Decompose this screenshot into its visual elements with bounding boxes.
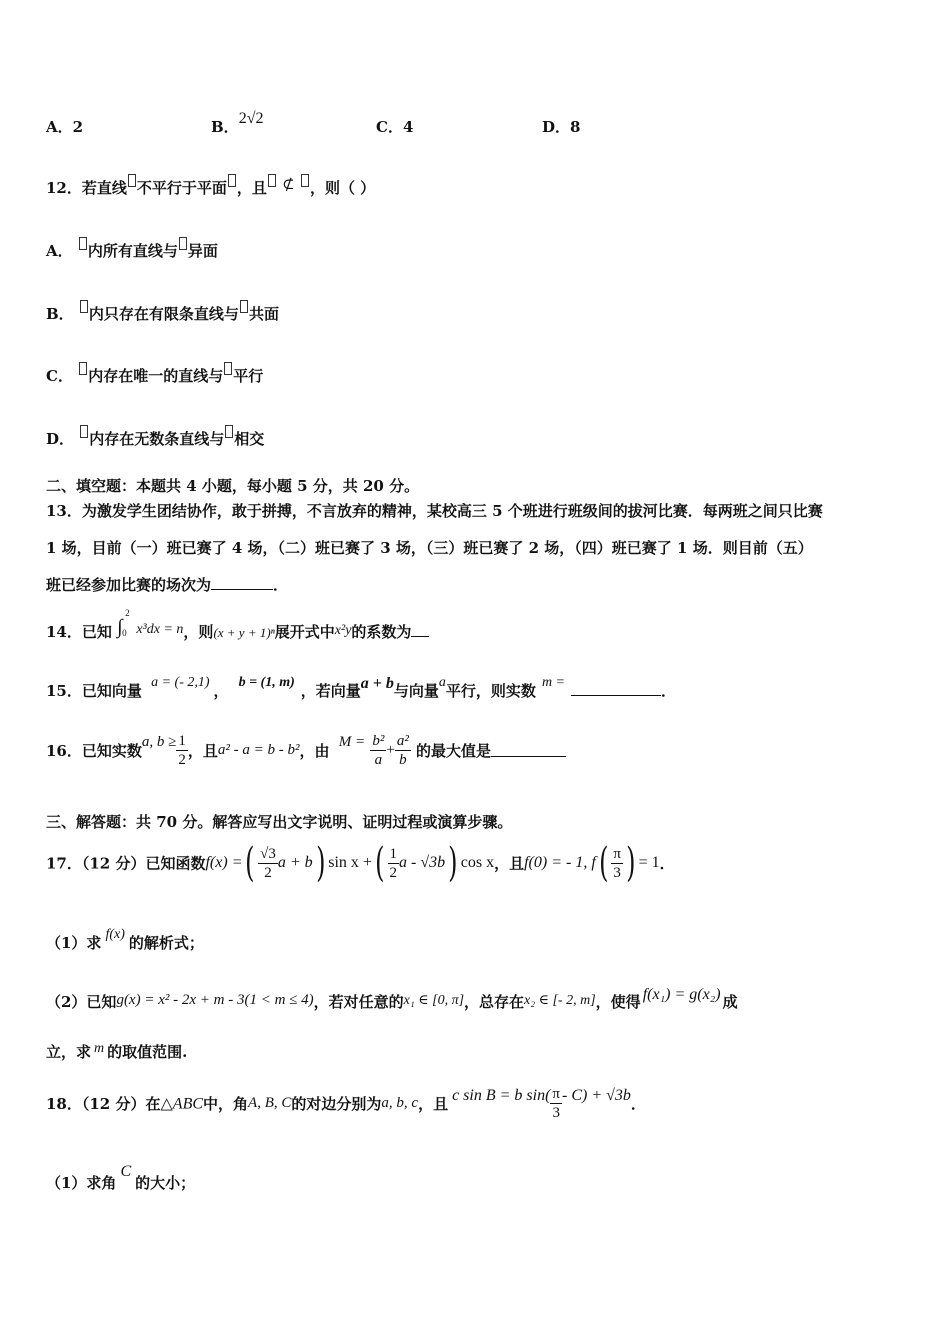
placeholder-box (228, 174, 236, 187)
section-2-heading: 二、填空题：本题共 4 小题，每小题 5 分，共 20 分。 (46, 477, 420, 495)
placeholder-box (80, 425, 88, 438)
q18-part1: （1）求角C的大小； (46, 1163, 196, 1192)
q12-option-c: C． 内存在唯一的直线与 平行 (46, 362, 263, 386)
placeholder-box (79, 362, 87, 375)
placeholder-box (128, 174, 136, 187)
q14: 14．已知 ∫ 2 0 x³dx = n，则(x + y + 1)ⁿ展开式中x²y的系数为 (46, 620, 429, 643)
q13-line3: 班已经参加比赛的场次为 ． (46, 576, 289, 594)
q13-line1: 13．为激发学生团结协作，敢于拼搏，不言放弃的精神，某校高三 5 个班进行班级间的拔河比赛．每两班之间只比赛 (46, 502, 823, 520)
placeholder-box (268, 174, 276, 187)
q18-stem: 18．（12 分）在△ABC中，角A, B, C的对边分别为a, b, c，且 c sin B = b sin( $\frac{\pi}{3}$ - C) + √3b． (46, 1086, 646, 1121)
placeholder-box (79, 237, 87, 250)
answer-blank[interactable] (571, 683, 661, 696)
placeholder-box (80, 300, 88, 313)
answer-blank[interactable] (411, 624, 429, 637)
integral: ∫ 2 0 (117, 608, 130, 638)
q17-part2-cont: 立，求 m 的取值范围. (46, 1041, 188, 1061)
answer-blank[interactable] (211, 577, 273, 590)
q12-option-b: B． 内只存在有限条直线与 共面 (46, 300, 279, 324)
fraction-half: $\frac{1}{2}$ (178, 733, 186, 768)
fraction-a2-over-b: $\frac{\text{a²}}{b}$ (396, 733, 409, 768)
option-d: D．8 (542, 118, 581, 136)
fraction-1-over-2: $\frac{1}{2}$ (389, 845, 398, 881)
fraction-pi-over-3: $\frac{\pi}{3}$ (552, 1086, 560, 1121)
placeholder-box (179, 237, 187, 250)
q12-option-d: D． 内存在无数条直线与 相交 (46, 425, 264, 449)
q15: 15．已知向量 a = (- 2,1) ， b = (1, m) ，若向量a + b与向量a平行，则实数 m = ． (46, 675, 677, 700)
answer-blank[interactable] (491, 744, 566, 757)
placeholder-box (224, 362, 232, 375)
option-a: A．2 (46, 118, 84, 136)
section-3-heading: 三、解答题：共 70 分。解答应写出文字说明、证明过程或演算步骤。 (46, 813, 513, 831)
fraction-b2-over-a: $\frac{\text{b²}}{a}$ (372, 733, 385, 768)
placeholder-box (240, 300, 248, 313)
q17-part1: （1）求 f(x) 的解析式； (46, 927, 204, 952)
q12-option-a: A． 内所有直线与 异面 (46, 237, 218, 261)
placeholder-box (301, 174, 309, 187)
q13-line2: 1 场，目前（一）班已赛了 4 场，（二）班已赛了 3 场，（三）班已赛了 2 场，（四）班已赛了 1 场．则目前（五） (46, 539, 813, 557)
q16: 16．已知实数a, b ≥ $\frac{1}{2}$ ，且a² - a = b - b²，由 M = $\frac{\text{b²}}{a}$ + $\frac{\text{a²}}{b}$ 的最大值是 (46, 732, 566, 769)
option-c: C．4 (376, 118, 414, 136)
placeholder-box (225, 425, 233, 438)
fraction-pi-over-3: $\frac{\pi}{3}$ (613, 845, 621, 881)
option-b: B．2√2 (211, 110, 264, 136)
q17-part2: （2）已知g(x) = x² - 2x + m - 3(1 < m ≤ 4)，若对任意的x₁ ∈ [0, π]，总存在x₂ ∈ [- 2, m]，使得 f(x₁) = g(x₂) 成 (46, 986, 738, 1011)
q17-stem: 17．（12 分）已知函数f(x) =( $\frac{√3}{2}$ a + b) sin x +( $\frac{1}{2}$ a - √3b) cos x，且f(0) = - 1, f( $\frac{\pi}{3}$ ) = 1． (46, 840, 675, 886)
q12-stem: 12．若直线 不平行于平面 ，且 ⊄ ，则（ ） (46, 174, 375, 198)
fraction-sqrt3-over-2: $\frac{√3}{2}$ (260, 845, 276, 881)
